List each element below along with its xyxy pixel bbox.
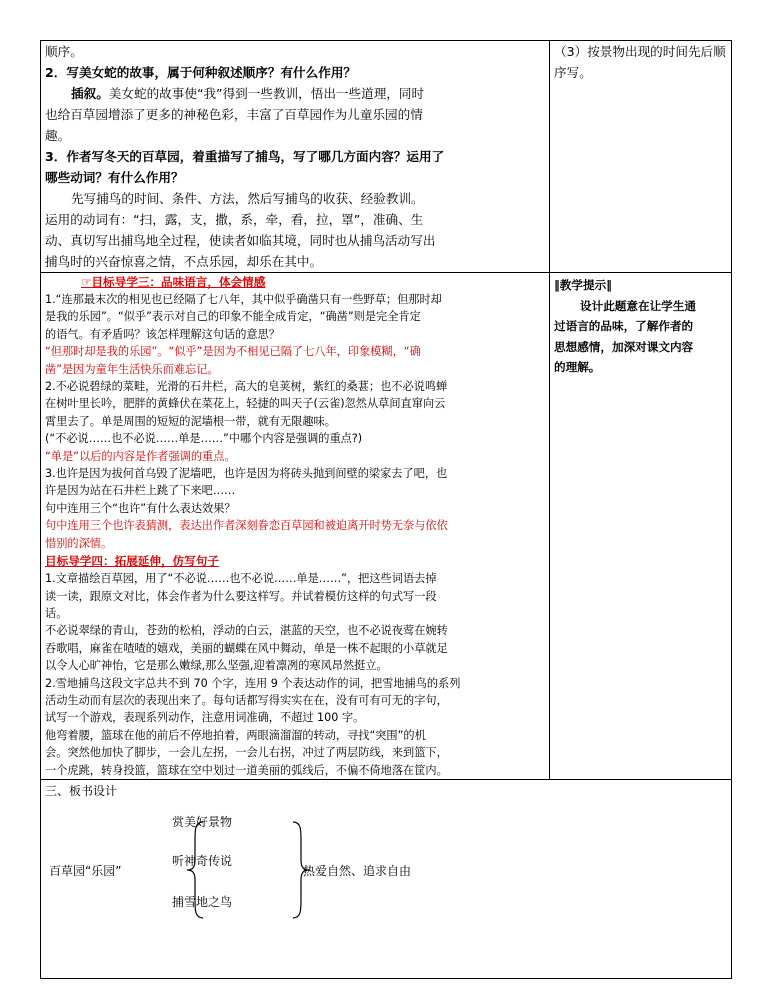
text-line: 2.雪地捕鸟这段文字总共不到 70 个字，连用 9 个表达动作的词，把雪地捕鸟的系列	[45, 676, 461, 690]
answer-3: 先写捕鸟的时间、条件、方法，然后写捕鸟的收获、经验教训。	[71, 191, 424, 206]
pointing-hand-icon: ☞	[81, 275, 92, 289]
answer-text: 美女蛇的故事使“我”得到一些教训，悟出一些道理，同时	[108, 86, 425, 101]
text-line: 一个虎跳，转身投篮，篮球在空中划过一道美丽的弧线后，不偏不倚地落在筐内。	[45, 763, 448, 777]
answer-2	[45, 83, 545, 104]
teaching-hint-title: ‖教学提示‖	[554, 278, 612, 292]
teaching-hint-line: 设计此题意在让学生通	[580, 298, 696, 313]
lesson-table	[40, 40, 732, 979]
row2-right-cell	[550, 273, 732, 780]
section-heading-3	[45, 273, 545, 291]
section-3-body	[45, 291, 545, 552]
answer-keyword: 插叙。	[71, 86, 109, 101]
text-line: 不必说翠绿的青山，苍劲的松柏，浮动的白云，湛蓝的天空，也不必说夜莺在婉转	[45, 624, 448, 638]
heading-text: 目标导学三：品味语言，体会情感	[91, 275, 266, 289]
text-line: 读一读，跟原文对比，体会作者为什么要这样写。并试着模仿这样的句式写一段	[45, 589, 437, 603]
row2-left-cell	[41, 273, 550, 780]
teaching-hint-line: 的理解。	[554, 360, 601, 374]
text-line: 吞歌唱，麻雀在喳喳的嬉戏，美丽的蝴蝶在风中舞动，单是一株不起眼的小草就足	[45, 641, 448, 655]
teaching-hint-line: 思想感情，加深对课文内容	[554, 339, 694, 354]
order-note: （3）按景物出现的时间先后顺序写。	[554, 44, 726, 80]
board-design-title: 三、板书设计	[45, 783, 118, 798]
text-line: 的语气。有矛盾吗？该怎样理解这句话的意思？	[45, 327, 280, 341]
board-conclusion: 热爱自然、追求自由	[303, 863, 412, 878]
question-3: 3．作者写冬天的百草园，着重描写了捕鸟，写了哪几方面内容？运用了	[45, 149, 445, 164]
text-line: 试写一个游戏，表现系列动作，注意用词准确，不超过 100 字。	[45, 711, 365, 725]
answer-line: 凿”是因为童年生活快乐而难忘记。	[45, 362, 219, 376]
text-line: 他弯着腰，篮球在他的前后不停地拍着，两眼滴溜溜的转动，寻找“突围”的机	[45, 728, 426, 742]
row1-left-cell	[41, 41, 550, 273]
text-line: 动、真切写出捕鸟地全过程，使读者如临其境，同时也从捕鸟活动写出	[45, 233, 436, 248]
text-line: (“不必说……也不必说……单是……”中哪个内容是强调的重点?)	[45, 432, 363, 446]
question-2: 2．写美女蛇的故事，属于何种叙述顺序？有什么作用？	[45, 65, 357, 80]
board-diagram	[45, 800, 727, 970]
section-4-body	[45, 570, 545, 779]
text-line: 捕鸟时的兴奋惊喜之情，不点乐园，却乐在其中。	[45, 254, 323, 269]
text-line: 会。突然他加快了脚步，一会儿左拐，一会儿右拐，冲过了两层防线，来到篮下，	[45, 746, 448, 760]
board-branch: 赏美好景物	[172, 814, 233, 829]
text-line: 1.“连那最末次的相见也已经隔了七八年，其中似乎确凿只有一些野草；但那时却	[45, 293, 442, 306]
row1-right-cell	[550, 41, 732, 273]
text-line: 活动生动而有层次的表现出来了。每句话都写得实实在在，没有可有可无的字句，	[45, 693, 448, 707]
text-line: 运用的动词有：“扫，露，支，撒，系，牵，看，拉，罩”，准确、生	[45, 212, 424, 227]
text-line: 是我的乐园”。“似乎”表示对自己的印象不能全成肯定，“确凿”则是完全肯定	[45, 310, 421, 324]
text-line: 句中连用三个“也许”有什么表达效果？	[45, 501, 236, 515]
text-line: 顺序。	[45, 44, 83, 59]
text-line: 以令人心旷神怡，它是那么嫩绿,那么坚强,迎着凛冽的寒风昂然挺立。	[45, 659, 388, 673]
board-branch: 听神奇传说	[172, 853, 233, 868]
text-line: 3.也许是因为拔何首乌毁了泥墙吧，也许是因为将砖头抛到间壁的梁家去了吧，也	[45, 467, 448, 481]
text-line: 在树叶里长吟，肥胖的黄蜂伏在菜花上，轻捷的叫天子(云雀)忽然从草间直窜向云	[45, 397, 446, 411]
answer-line: 惜别的深情。	[45, 536, 113, 550]
text-line: 霄里去了。单是周围的短短的泥墙根一带，就有无限趣味。	[45, 414, 336, 428]
answer-line: “单是”以后的内容是作者强调的重点。	[45, 449, 236, 463]
answer-line: 句中连用三个也许表猜测，表达出作者深刻眷恋百草园和被迫离开时势无奈与依依	[45, 519, 448, 533]
board-design-cell	[41, 779, 732, 978]
answer-line: “但那时却是我的乐园”。“似乎”是因为不相见已隔了七八年，印象模糊，“确	[45, 345, 421, 359]
board-root: 百草园“乐园”	[49, 863, 122, 878]
text-line: 也给百草园增添了更多的神秘色彩，丰富了百草园作为儿童乐园的情	[45, 107, 423, 122]
text-line: 2.不必说碧绿的菜畦，光滑的石井栏，高大的皂荚树，紫红的桑葚；也不必说鸣蝉	[45, 380, 448, 394]
section-heading-4: 目标导学四：拓展延伸，仿写句子	[45, 554, 219, 569]
board-branch: 捕雪地之鸟	[172, 894, 233, 909]
brace-lines	[45, 800, 445, 970]
text-line: 1.文章描绘百草园，用了“不必说……也不必说……单是……”，把这些词语去掉	[45, 572, 437, 586]
text-line: 许是因为站在石井栏上跳了下来吧……	[45, 484, 236, 498]
question-3-cont: 哪些动词？有什么作用？	[45, 170, 184, 185]
teaching-hint-line: 过语言的品味，了解作者的	[554, 319, 694, 333]
text-line: 趣。	[45, 128, 71, 143]
text-line: 话。	[45, 606, 68, 620]
